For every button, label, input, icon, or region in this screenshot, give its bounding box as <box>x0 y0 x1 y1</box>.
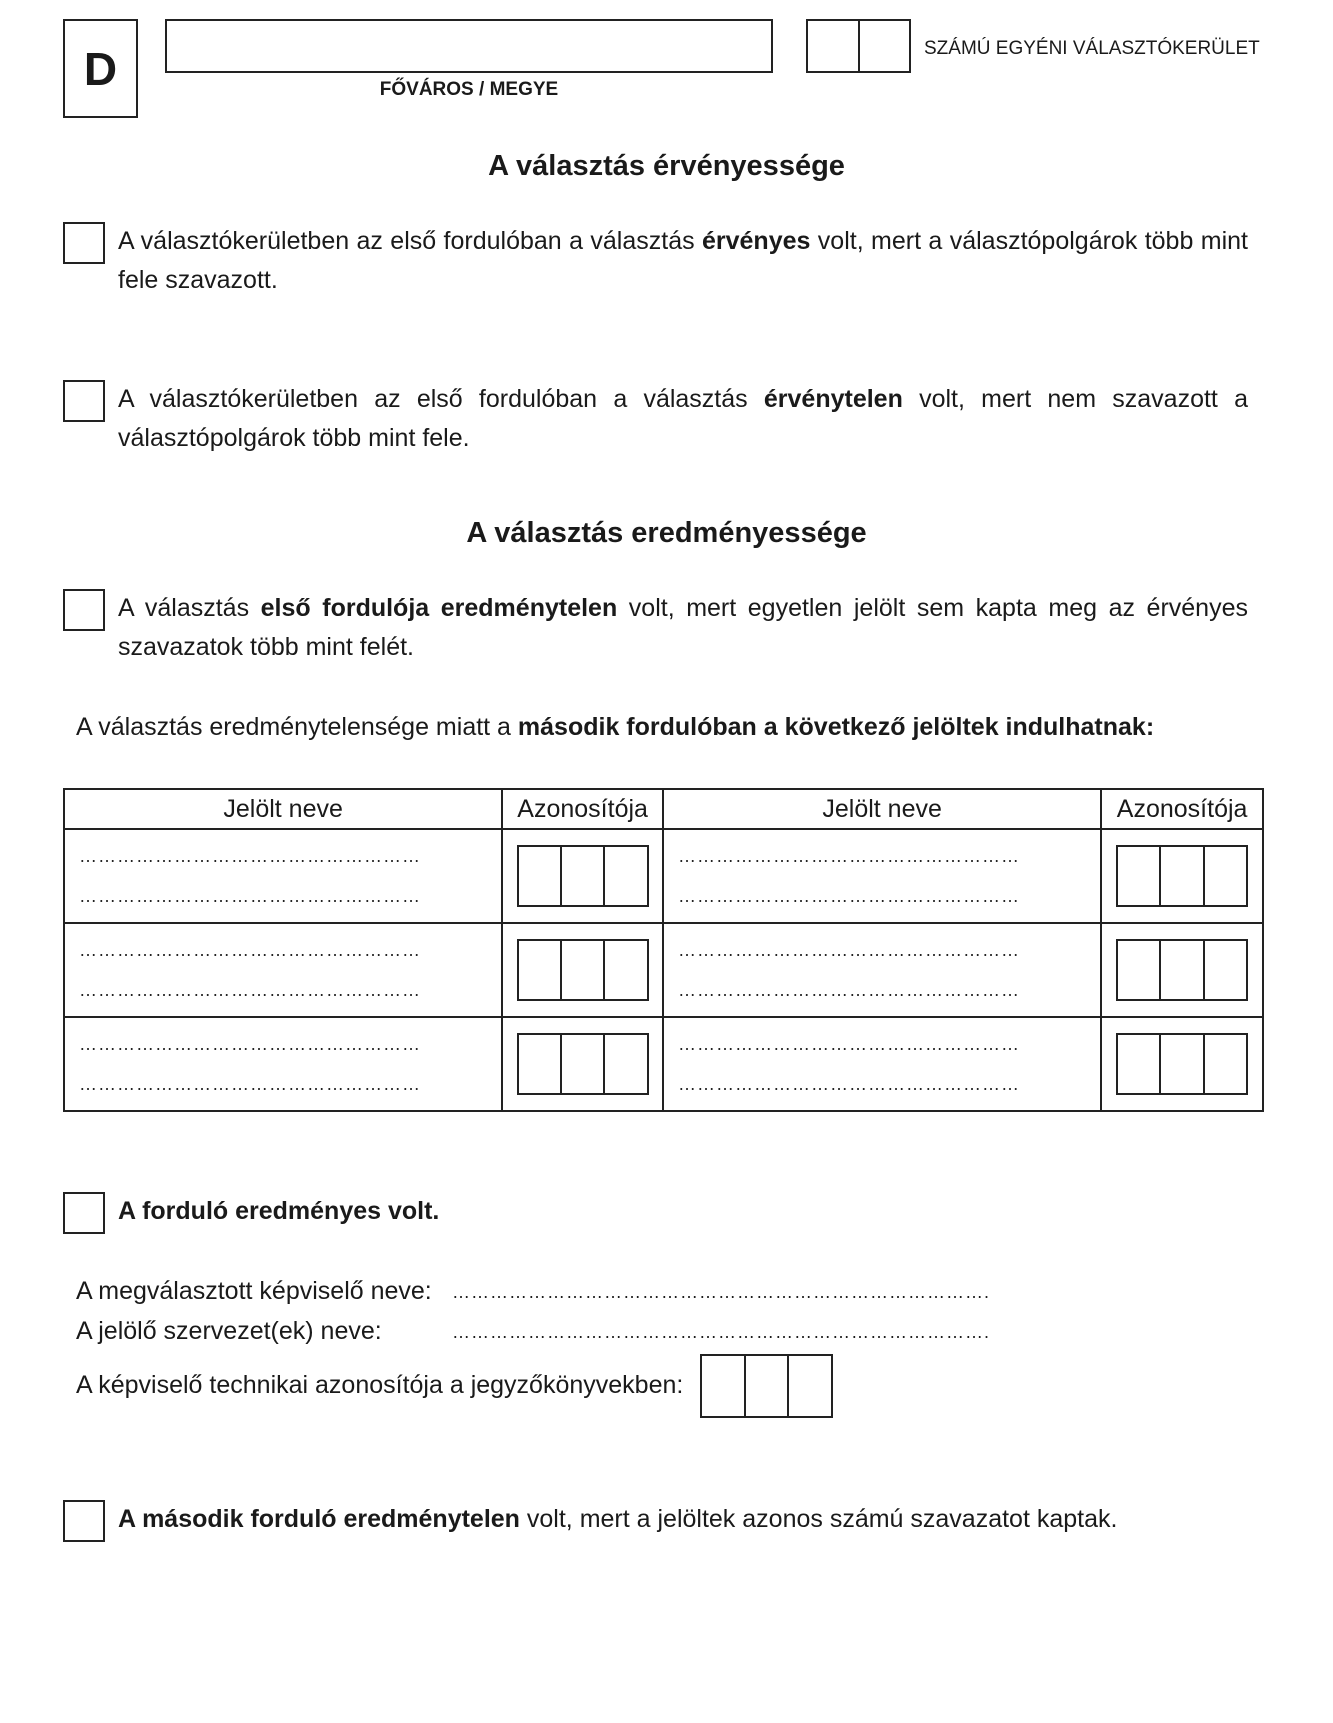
candidate-name-cell[interactable] <box>663 1017 1101 1111</box>
dot-line: ……………………………………………… <box>678 1074 1020 1094</box>
form-letter-box <box>63 19 138 118</box>
dot-line: ……………………………………………… <box>79 1034 421 1054</box>
second-unsuccessful-text-bold: A második forduló eredménytelen <box>118 1505 520 1533</box>
dot-line: ……………………………………………… <box>79 940 421 960</box>
intro-text-bold: második fordulóban a következő jelöltek indulhatnak: <box>517 713 1155 741</box>
valid-text-pre: A választókerületben az első fordulóban a választás <box>118 227 702 255</box>
dot-line: ……………………………………………… <box>678 846 1020 866</box>
candidate-id-input[interactable] <box>517 845 649 907</box>
candidate-id-input[interactable] <box>517 1033 649 1095</box>
table-row <box>64 923 1263 1017</box>
candidate-id-cell <box>502 1017 663 1111</box>
candidate-id-cell <box>1101 1017 1263 1111</box>
dot-line: ……………………………………………… <box>79 846 421 866</box>
nominating-org-label: A jelölő szervezet(ek) neve: <box>76 1317 382 1345</box>
header-candidate-id: Azonosítója <box>1101 789 1263 829</box>
candidate-id-cell <box>1101 923 1263 1017</box>
second-unsuccessful-text-post: volt, mert a jelöltek azonos számú szavazatot kaptak. <box>519 1505 1118 1533</box>
invalid-text-pre: A választókerületben az első fordulóban a választás <box>118 385 764 413</box>
valid-statement <box>118 222 1248 300</box>
header-candidate-name: Jelölt neve <box>64 789 502 829</box>
candidate-id-input[interactable] <box>1116 845 1248 907</box>
invalid-text-bold: érvénytelen <box>763 385 903 413</box>
candidate-id-cell <box>502 923 663 1017</box>
validity-heading: A választás érvényessége <box>488 150 845 182</box>
candidate-name-cell[interactable] <box>64 923 502 1017</box>
candidate-name-cell[interactable] <box>64 1017 502 1111</box>
intro-text-pre: A választás eredménytelensége miatt a <box>76 713 518 741</box>
candidate-id-input[interactable] <box>1116 1033 1248 1095</box>
dot-line: ……………………………………………… <box>79 980 421 1000</box>
invalid-text-post: volt, mert nem szavazott a választópolgárok több mint fele. <box>118 385 1248 452</box>
table-row <box>64 1017 1263 1111</box>
header-candidate-name: Jelölt neve <box>663 789 1101 829</box>
district-number-input[interactable] <box>806 19 911 73</box>
valid-checkbox[interactable] <box>63 222 105 264</box>
second-round-intro <box>76 713 1154 742</box>
candidate-name-cell[interactable] <box>663 923 1101 1017</box>
dot-line: ……………………………………………… <box>678 940 1020 960</box>
round-successful-label: A forduló eredményes volt. <box>118 1197 440 1225</box>
valid-text-bold: érvényes <box>701 227 811 255</box>
table-row <box>64 829 1263 923</box>
unsuccessful-text-bold: első fordulója eredménytelen <box>260 594 618 622</box>
second-round-unsuccessful-checkbox[interactable] <box>63 1500 105 1542</box>
candidate-table <box>63 788 1264 1112</box>
unsuccessful-text-pre: A választás <box>118 594 261 622</box>
form-letter: D <box>83 42 118 95</box>
candidate-id-input[interactable] <box>517 939 649 1001</box>
nominating-org-field[interactable]: …………………………………………………………………………. <box>452 1322 991 1342</box>
county-caption: FŐVÁROS / MEGYE <box>379 79 559 100</box>
candidate-name-cell[interactable] <box>663 829 1101 923</box>
invalid-checkbox[interactable] <box>63 380 105 422</box>
first-round-unsuccessful-checkbox[interactable] <box>63 589 105 631</box>
candidate-name-cell[interactable] <box>64 829 502 923</box>
candidate-id-cell <box>1101 829 1263 923</box>
first-round-unsuccessful-statement <box>118 589 1248 667</box>
dot-line: ……………………………………………… <box>678 1034 1020 1054</box>
county-input[interactable] <box>165 19 773 73</box>
result-heading: A választás eredményessége <box>466 517 867 549</box>
valid-text-post: volt, mert a választópolgárok több mint fele szavazott. <box>118 227 1248 294</box>
dot-line: ……………………………………………… <box>678 886 1020 906</box>
technical-id-label: A képviselő technikai azonosítója a jegyzőkönyvekben: <box>76 1371 684 1399</box>
district-caption: SZÁMÚ EGYÉNI VÁLASZTÓKERÜLET <box>924 38 1260 59</box>
dot-line: ……………………………………………… <box>79 886 421 906</box>
round-successful-checkbox[interactable] <box>63 1192 105 1234</box>
dot-line: ……………………………………………… <box>678 980 1020 1000</box>
header-candidate-id: Azonosítója <box>502 789 663 829</box>
elected-name-field[interactable]: …………………………………………………………………………. <box>452 1282 991 1302</box>
dot-line: ……………………………………………… <box>79 1074 421 1094</box>
district-digit-1[interactable] <box>808 21 860 71</box>
second-round-unsuccessful-statement <box>118 1505 1117 1534</box>
elected-name-label: A megválasztott képviselő neve: <box>76 1277 432 1305</box>
unsuccessful-text-post: volt, mert egyetlen jelölt sem kapta meg az érvényes szavazatok több mint felét. <box>118 594 1248 661</box>
technical-id-input[interactable] <box>700 1354 833 1418</box>
candidate-id-input[interactable] <box>1116 939 1248 1001</box>
district-digit-2[interactable] <box>860 21 910 71</box>
invalid-statement <box>118 380 1248 458</box>
candidate-id-cell <box>502 829 663 923</box>
